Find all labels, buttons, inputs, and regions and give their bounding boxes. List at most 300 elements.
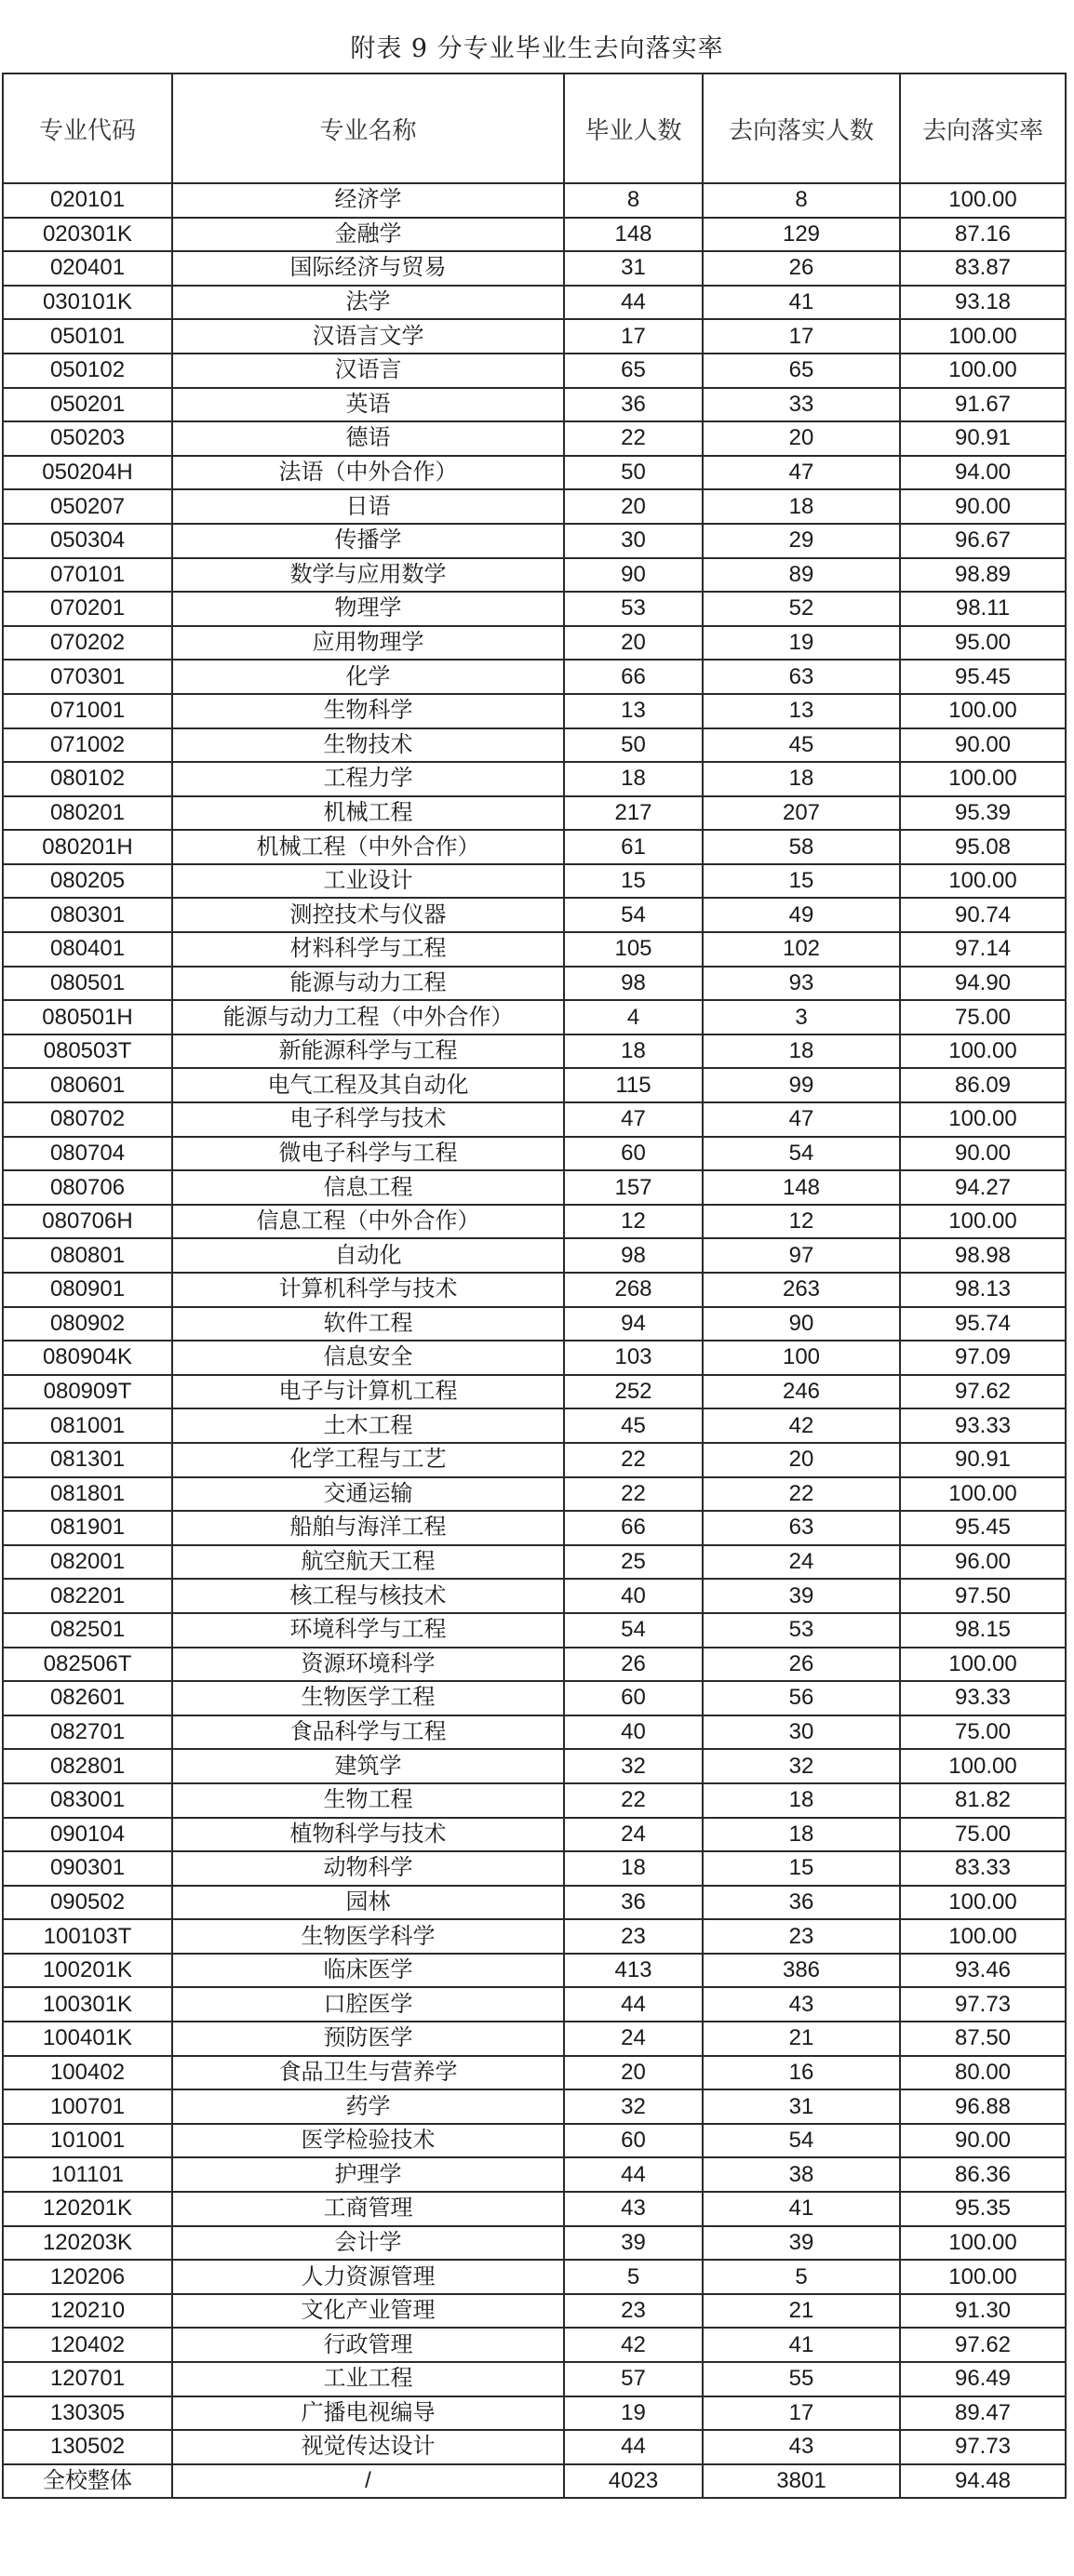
major-name-cell: 能源与动力工程（中外合作） bbox=[172, 1000, 564, 1034]
table-row bbox=[3, 2089, 1066, 2124]
placement-rate-cell: 100.00 bbox=[900, 2226, 1066, 2261]
graduates-cell: 61 bbox=[564, 830, 703, 864]
graduates-cell: 18 bbox=[564, 1034, 703, 1069]
placement-rate-cell: 98.11 bbox=[900, 592, 1066, 626]
placed-cell: 129 bbox=[703, 218, 900, 252]
placed-cell: 89 bbox=[703, 558, 900, 593]
placement-rate-cell: 100.00 bbox=[900, 183, 1066, 218]
major-name-cell: 资源环境科学 bbox=[172, 1648, 564, 1682]
graduates-cell: 36 bbox=[564, 388, 703, 422]
placement-rate-cell: 98.98 bbox=[900, 1238, 1066, 1273]
table-row bbox=[3, 1034, 1066, 1069]
major-code-cell: 081301 bbox=[3, 1443, 172, 1477]
major-code-cell: 全校整体 bbox=[3, 2464, 172, 2499]
placement-rate-cell: 97.14 bbox=[900, 932, 1066, 967]
placed-cell: 17 bbox=[703, 2396, 900, 2431]
major-code-cell: 050207 bbox=[3, 489, 172, 524]
header-row bbox=[3, 73, 1066, 183]
graduates-cell: 22 bbox=[564, 1783, 703, 1818]
placed-cell: 43 bbox=[703, 2430, 900, 2464]
placed-cell: 8 bbox=[703, 183, 900, 218]
graduates-cell: 18 bbox=[564, 762, 703, 796]
table-row bbox=[3, 2362, 1066, 2396]
major-name-cell: 汉语言文学 bbox=[172, 319, 564, 354]
graduates-cell: 44 bbox=[564, 1987, 703, 2022]
major-name-cell: 工程力学 bbox=[172, 762, 564, 796]
placement-rate-cell: 90.91 bbox=[900, 421, 1066, 456]
graduates-cell: 36 bbox=[564, 1886, 703, 1920]
placed-cell: 58 bbox=[703, 830, 900, 864]
total-row bbox=[3, 2464, 1066, 2499]
major-code-cell: 080201H bbox=[3, 830, 172, 864]
table-row bbox=[3, 2430, 1066, 2464]
table-row bbox=[3, 456, 1066, 490]
graduates-cell: 13 bbox=[564, 694, 703, 728]
placed-cell: 36 bbox=[703, 1886, 900, 1920]
graduates-cell: 47 bbox=[564, 1102, 703, 1137]
placement-rate-cell: 75.00 bbox=[900, 1000, 1066, 1034]
graduates-cell: 252 bbox=[564, 1375, 703, 1409]
placed-cell: 20 bbox=[703, 421, 900, 456]
graduates-cell: 42 bbox=[564, 2328, 703, 2362]
placement-rate-cell: 95.45 bbox=[900, 1511, 1066, 1545]
table-row bbox=[3, 251, 1066, 286]
graduates-cell: 26 bbox=[564, 1648, 703, 1682]
major-name-cell: 人力资源管理 bbox=[172, 2260, 564, 2294]
placed-cell: 54 bbox=[703, 2124, 900, 2158]
major-code-cell: 082506T bbox=[3, 1648, 172, 1682]
graduates-cell: 54 bbox=[564, 1613, 703, 1648]
placement-rate-cell: 100.00 bbox=[900, 1477, 1066, 1512]
major-name-cell: 机械工程（中外合作） bbox=[172, 830, 564, 864]
graduates-cell: 17 bbox=[564, 319, 703, 354]
major-code-cell: 120206 bbox=[3, 2260, 172, 2294]
major-code-cell: 090301 bbox=[3, 1851, 172, 1886]
graduates-cell: 8 bbox=[564, 183, 703, 218]
placed-cell: 3 bbox=[703, 1000, 900, 1034]
table-row bbox=[3, 592, 1066, 626]
major-name-cell: 临床医学 bbox=[172, 1954, 564, 1988]
major-code-cell: 101101 bbox=[3, 2157, 172, 2192]
major-name-cell: 航空航天工程 bbox=[172, 1545, 564, 1580]
major-name-cell: 电气工程及其自动化 bbox=[172, 1068, 564, 1102]
placement-rate-table bbox=[2, 73, 1067, 2499]
major-code-cell: 120402 bbox=[3, 2328, 172, 2362]
graduates-cell: 43 bbox=[564, 2192, 703, 2226]
placed-cell: 63 bbox=[703, 660, 900, 694]
placed-cell: 97 bbox=[703, 1238, 900, 1273]
graduates-cell: 4023 bbox=[564, 2464, 703, 2499]
major-name-cell: 食品卫生与营养学 bbox=[172, 2056, 564, 2090]
graduates-cell: 54 bbox=[564, 898, 703, 932]
table-row bbox=[3, 762, 1066, 796]
major-name-cell: 法语（中外合作） bbox=[172, 456, 564, 490]
graduates-cell: 98 bbox=[564, 1238, 703, 1273]
major-name-cell: 工业设计 bbox=[172, 864, 564, 899]
major-code-cell: 120701 bbox=[3, 2362, 172, 2396]
table-row bbox=[3, 2022, 1066, 2056]
major-name-cell: 测控技术与仪器 bbox=[172, 898, 564, 932]
placement-rate-cell: 95.74 bbox=[900, 1307, 1066, 1341]
graduates-cell: 12 bbox=[564, 1205, 703, 1239]
major-code-cell: 080501 bbox=[3, 967, 172, 1001]
placed-cell: 47 bbox=[703, 456, 900, 490]
major-name-cell: 口腔医学 bbox=[172, 1987, 564, 2022]
graduates-cell: 44 bbox=[564, 2430, 703, 2464]
major-code-cell: 080401 bbox=[3, 932, 172, 967]
graduates-cell: 94 bbox=[564, 1307, 703, 1341]
major-code-cell: 080909T bbox=[3, 1375, 172, 1409]
table-row bbox=[3, 1715, 1066, 1750]
placement-rate-cell: 94.48 bbox=[900, 2464, 1066, 2499]
placement-rate-cell: 91.67 bbox=[900, 388, 1066, 422]
major-code-cell: 120203K bbox=[3, 2226, 172, 2261]
table-row bbox=[3, 1954, 1066, 1988]
placed-cell: 15 bbox=[703, 864, 900, 899]
placement-rate-cell: 83.33 bbox=[900, 1851, 1066, 1886]
table-row bbox=[3, 1137, 1066, 1171]
major-name-cell: 数学与应用数学 bbox=[172, 558, 564, 593]
placement-rate-cell: 90.00 bbox=[900, 2124, 1066, 2158]
graduates-cell: 98 bbox=[564, 967, 703, 1001]
table-row bbox=[3, 2396, 1066, 2431]
table-body bbox=[3, 183, 1066, 2498]
placed-cell: 3801 bbox=[703, 2464, 900, 2499]
major-code-cell: 080102 bbox=[3, 762, 172, 796]
graduates-cell: 60 bbox=[564, 1137, 703, 1171]
table-row bbox=[3, 932, 1066, 967]
major-name-cell: 电子科学与技术 bbox=[172, 1102, 564, 1137]
major-name-cell: 交通运输 bbox=[172, 1477, 564, 1512]
major-name-cell: 核工程与核技术 bbox=[172, 1579, 564, 1613]
table-row bbox=[3, 2056, 1066, 2090]
placement-rate-cell: 95.00 bbox=[900, 626, 1066, 661]
graduates-cell: 105 bbox=[564, 932, 703, 967]
placed-cell: 45 bbox=[703, 728, 900, 763]
major-code-cell: 070201 bbox=[3, 592, 172, 626]
placement-rate-cell: 100.00 bbox=[900, 1102, 1066, 1137]
placed-cell: 5 bbox=[703, 2260, 900, 2294]
table-row bbox=[3, 1818, 1066, 1852]
placed-cell: 41 bbox=[703, 2328, 900, 2362]
placement-rate-cell: 100.00 bbox=[900, 1886, 1066, 1920]
placed-cell: 53 bbox=[703, 1613, 900, 1648]
graduates-cell: 22 bbox=[564, 421, 703, 456]
table-row bbox=[3, 898, 1066, 932]
graduates-cell: 50 bbox=[564, 456, 703, 490]
header-major-code: 专业代码 bbox=[3, 73, 172, 183]
placed-cell: 12 bbox=[703, 1205, 900, 1239]
major-code-cell: 080706 bbox=[3, 1170, 172, 1205]
table-row bbox=[3, 1579, 1066, 1613]
graduates-cell: 39 bbox=[564, 2226, 703, 2261]
graduates-cell: 15 bbox=[564, 864, 703, 899]
table-row bbox=[3, 218, 1066, 252]
placement-rate-cell: 97.62 bbox=[900, 1375, 1066, 1409]
major-name-cell: 能源与动力工程 bbox=[172, 967, 564, 1001]
placement-rate-cell: 91.30 bbox=[900, 2294, 1066, 2329]
major-code-cell: 080706H bbox=[3, 1205, 172, 1239]
placed-cell: 17 bbox=[703, 319, 900, 354]
placement-rate-cell: 86.36 bbox=[900, 2157, 1066, 2192]
major-code-cell: 070301 bbox=[3, 660, 172, 694]
graduates-cell: 66 bbox=[564, 660, 703, 694]
placement-rate-cell: 86.09 bbox=[900, 1068, 1066, 1102]
placement-rate-cell: 100.00 bbox=[900, 1034, 1066, 1069]
table-row bbox=[3, 2328, 1066, 2362]
placed-cell: 18 bbox=[703, 1034, 900, 1069]
major-name-cell: 信息安全 bbox=[172, 1341, 564, 1375]
graduates-cell: 66 bbox=[564, 1511, 703, 1545]
major-name-cell: 工业工程 bbox=[172, 2362, 564, 2396]
table-row bbox=[3, 1375, 1066, 1409]
major-code-cell: 080902 bbox=[3, 1307, 172, 1341]
major-code-cell: 071001 bbox=[3, 694, 172, 728]
major-code-cell: 120210 bbox=[3, 2294, 172, 2329]
placed-cell: 18 bbox=[703, 489, 900, 524]
placed-cell: 41 bbox=[703, 2192, 900, 2226]
table-row bbox=[3, 1102, 1066, 1137]
table-row bbox=[3, 183, 1066, 218]
placed-cell: 90 bbox=[703, 1307, 900, 1341]
placed-cell: 26 bbox=[703, 251, 900, 286]
placed-cell: 52 bbox=[703, 592, 900, 626]
placement-rate-cell: 75.00 bbox=[900, 1715, 1066, 1750]
graduates-cell: 32 bbox=[564, 1749, 703, 1783]
major-code-cell: 080205 bbox=[3, 864, 172, 899]
graduates-cell: 22 bbox=[564, 1477, 703, 1512]
table-row bbox=[3, 489, 1066, 524]
placement-rate-cell: 93.33 bbox=[900, 1681, 1066, 1715]
placement-rate-cell: 97.50 bbox=[900, 1579, 1066, 1613]
major-code-cell: 082201 bbox=[3, 1579, 172, 1613]
major-code-cell: 082801 bbox=[3, 1749, 172, 1783]
major-code-cell: 082701 bbox=[3, 1715, 172, 1750]
major-code-cell: 070101 bbox=[3, 558, 172, 593]
major-name-cell: 法学 bbox=[172, 286, 564, 320]
major-code-cell: 080901 bbox=[3, 1273, 172, 1307]
major-name-cell: 生物医学工程 bbox=[172, 1681, 564, 1715]
major-name-cell: 食品科学与工程 bbox=[172, 1715, 564, 1750]
major-name-cell: 视觉传达设计 bbox=[172, 2430, 564, 2464]
placement-rate-cell: 100.00 bbox=[900, 1749, 1066, 1783]
graduates-cell: 20 bbox=[564, 626, 703, 661]
major-code-cell: 120201K bbox=[3, 2192, 172, 2226]
major-code-cell: 083001 bbox=[3, 1783, 172, 1818]
major-name-cell: 生物科学 bbox=[172, 694, 564, 728]
major-code-cell: 050201 bbox=[3, 388, 172, 422]
graduates-cell: 30 bbox=[564, 524, 703, 558]
placed-cell: 93 bbox=[703, 967, 900, 1001]
major-code-cell: 080801 bbox=[3, 1238, 172, 1273]
placed-cell: 386 bbox=[703, 1954, 900, 1988]
placement-rate-cell: 100.00 bbox=[900, 864, 1066, 899]
major-name-cell: / bbox=[172, 2464, 564, 2499]
table-row bbox=[3, 1545, 1066, 1580]
placement-rate-cell: 89.47 bbox=[900, 2396, 1066, 2431]
major-name-cell: 预防医学 bbox=[172, 2022, 564, 2056]
placement-rate-cell: 98.15 bbox=[900, 1613, 1066, 1648]
table-row bbox=[3, 1205, 1066, 1239]
graduates-cell: 103 bbox=[564, 1341, 703, 1375]
graduates-cell: 115 bbox=[564, 1068, 703, 1102]
major-code-cell: 070202 bbox=[3, 626, 172, 661]
placement-rate-cell: 90.91 bbox=[900, 1443, 1066, 1477]
major-code-cell: 080301 bbox=[3, 898, 172, 932]
major-code-cell: 082601 bbox=[3, 1681, 172, 1715]
major-code-cell: 080704 bbox=[3, 1137, 172, 1171]
table-row bbox=[3, 1886, 1066, 1920]
placement-rate-cell: 81.82 bbox=[900, 1783, 1066, 1818]
placed-cell: 100 bbox=[703, 1341, 900, 1375]
major-code-cell: 030101K bbox=[3, 286, 172, 320]
placed-cell: 22 bbox=[703, 1477, 900, 1512]
graduates-cell: 23 bbox=[564, 1919, 703, 1954]
table-row bbox=[3, 1000, 1066, 1034]
major-code-cell: 050304 bbox=[3, 524, 172, 558]
placed-cell: 21 bbox=[703, 2294, 900, 2329]
major-name-cell: 电子与计算机工程 bbox=[172, 1375, 564, 1409]
placed-cell: 18 bbox=[703, 1818, 900, 1852]
placed-cell: 15 bbox=[703, 1851, 900, 1886]
major-name-cell: 国际经济与贸易 bbox=[172, 251, 564, 286]
graduates-cell: 44 bbox=[564, 2157, 703, 2192]
major-code-cell: 080201 bbox=[3, 796, 172, 831]
major-name-cell: 行政管理 bbox=[172, 2328, 564, 2362]
placement-rate-cell: 90.00 bbox=[900, 1137, 1066, 1171]
table-row bbox=[3, 864, 1066, 899]
header-graduates: 毕业人数 bbox=[564, 73, 703, 183]
placed-cell: 31 bbox=[703, 2089, 900, 2124]
placed-cell: 49 bbox=[703, 898, 900, 932]
placed-cell: 32 bbox=[703, 1749, 900, 1783]
graduates-cell: 268 bbox=[564, 1273, 703, 1307]
placement-rate-cell: 95.35 bbox=[900, 2192, 1066, 2226]
placed-cell: 207 bbox=[703, 796, 900, 831]
major-name-cell: 工商管理 bbox=[172, 2192, 564, 2226]
table-row bbox=[3, 1307, 1066, 1341]
graduates-cell: 50 bbox=[564, 728, 703, 763]
major-name-cell: 生物医学科学 bbox=[172, 1919, 564, 1954]
table-row bbox=[3, 796, 1066, 831]
placed-cell: 246 bbox=[703, 1375, 900, 1409]
placed-cell: 30 bbox=[703, 1715, 900, 1750]
table-row bbox=[3, 2260, 1066, 2294]
placed-cell: 18 bbox=[703, 1783, 900, 1818]
graduates-cell: 148 bbox=[564, 218, 703, 252]
major-code-cell: 080503T bbox=[3, 1034, 172, 1069]
major-name-cell: 计算机科学与技术 bbox=[172, 1273, 564, 1307]
placement-rate-cell: 100.00 bbox=[900, 354, 1066, 388]
placement-rate-cell: 87.50 bbox=[900, 2022, 1066, 2056]
table-row bbox=[3, 1613, 1066, 1648]
placed-cell: 18 bbox=[703, 762, 900, 796]
major-code-cell: 081001 bbox=[3, 1408, 172, 1443]
placed-cell: 148 bbox=[703, 1170, 900, 1205]
major-code-cell: 081901 bbox=[3, 1511, 172, 1545]
graduates-cell: 90 bbox=[564, 558, 703, 593]
placement-rate-cell: 90.74 bbox=[900, 898, 1066, 932]
graduates-cell: 53 bbox=[564, 592, 703, 626]
major-name-cell: 船舶与海洋工程 bbox=[172, 1511, 564, 1545]
major-code-cell: 081801 bbox=[3, 1477, 172, 1512]
table-row bbox=[3, 1783, 1066, 1818]
placed-cell: 41 bbox=[703, 286, 900, 320]
major-code-cell: 020401 bbox=[3, 251, 172, 286]
table-row bbox=[3, 1987, 1066, 2022]
major-name-cell: 物理学 bbox=[172, 592, 564, 626]
table-row bbox=[3, 694, 1066, 728]
major-name-cell: 植物科学与技术 bbox=[172, 1818, 564, 1852]
graduates-cell: 31 bbox=[564, 251, 703, 286]
graduates-cell: 157 bbox=[564, 1170, 703, 1205]
graduates-cell: 20 bbox=[564, 489, 703, 524]
major-name-cell: 动物科学 bbox=[172, 1851, 564, 1886]
placement-rate-cell: 100.00 bbox=[900, 1919, 1066, 1954]
major-code-cell: 080904K bbox=[3, 1341, 172, 1375]
major-code-cell: 080702 bbox=[3, 1102, 172, 1137]
major-code-cell: 050101 bbox=[3, 319, 172, 354]
placed-cell: 263 bbox=[703, 1273, 900, 1307]
placement-rate-cell: 100.00 bbox=[900, 1205, 1066, 1239]
major-code-cell: 100103T bbox=[3, 1919, 172, 1954]
placement-rate-cell: 80.00 bbox=[900, 2056, 1066, 2090]
placement-rate-cell: 93.18 bbox=[900, 286, 1066, 320]
placement-rate-cell: 87.16 bbox=[900, 218, 1066, 252]
placement-rate-cell: 100.00 bbox=[900, 762, 1066, 796]
table-row bbox=[3, 2294, 1066, 2329]
placement-rate-cell: 75.00 bbox=[900, 1818, 1066, 1852]
table-row bbox=[3, 1341, 1066, 1375]
major-code-cell: 130502 bbox=[3, 2430, 172, 2464]
major-code-cell: 080601 bbox=[3, 1068, 172, 1102]
major-name-cell: 土木工程 bbox=[172, 1408, 564, 1443]
placement-rate-cell: 100.00 bbox=[900, 319, 1066, 354]
major-name-cell: 医学检验技术 bbox=[172, 2124, 564, 2158]
placed-cell: 65 bbox=[703, 354, 900, 388]
major-name-cell: 机械工程 bbox=[172, 796, 564, 831]
placement-rate-cell: 98.89 bbox=[900, 558, 1066, 593]
header-placed: 去向落实人数 bbox=[703, 73, 900, 183]
graduates-cell: 413 bbox=[564, 1954, 703, 1988]
major-name-cell: 建筑学 bbox=[172, 1749, 564, 1783]
placement-rate-cell: 98.13 bbox=[900, 1273, 1066, 1307]
table-row bbox=[3, 286, 1066, 320]
major-code-cell: 080501H bbox=[3, 1000, 172, 1034]
placed-cell: 39 bbox=[703, 1579, 900, 1613]
major-code-cell: 050203 bbox=[3, 421, 172, 456]
table-row bbox=[3, 2226, 1066, 2261]
table-row bbox=[3, 1273, 1066, 1307]
table-row bbox=[3, 1477, 1066, 1512]
major-code-cell: 020301K bbox=[3, 218, 172, 252]
graduates-cell: 65 bbox=[564, 354, 703, 388]
major-code-cell: 101001 bbox=[3, 2124, 172, 2158]
placement-rate-cell: 97.73 bbox=[900, 2430, 1066, 2464]
major-name-cell: 药学 bbox=[172, 2089, 564, 2124]
major-code-cell: 020101 bbox=[3, 183, 172, 218]
table-row bbox=[3, 2157, 1066, 2192]
placement-rate-cell: 93.33 bbox=[900, 1408, 1066, 1443]
table-title: 附表 9 分专业毕业生去向落实率 bbox=[350, 34, 724, 63]
major-name-cell: 应用物理学 bbox=[172, 626, 564, 661]
graduates-cell: 20 bbox=[564, 2056, 703, 2090]
major-code-cell: 082001 bbox=[3, 1545, 172, 1580]
header-major-name: 专业名称 bbox=[172, 73, 564, 183]
major-name-cell: 化学工程与工艺 bbox=[172, 1443, 564, 1477]
placement-rate-cell: 95.39 bbox=[900, 796, 1066, 831]
placed-cell: 21 bbox=[703, 2022, 900, 2056]
